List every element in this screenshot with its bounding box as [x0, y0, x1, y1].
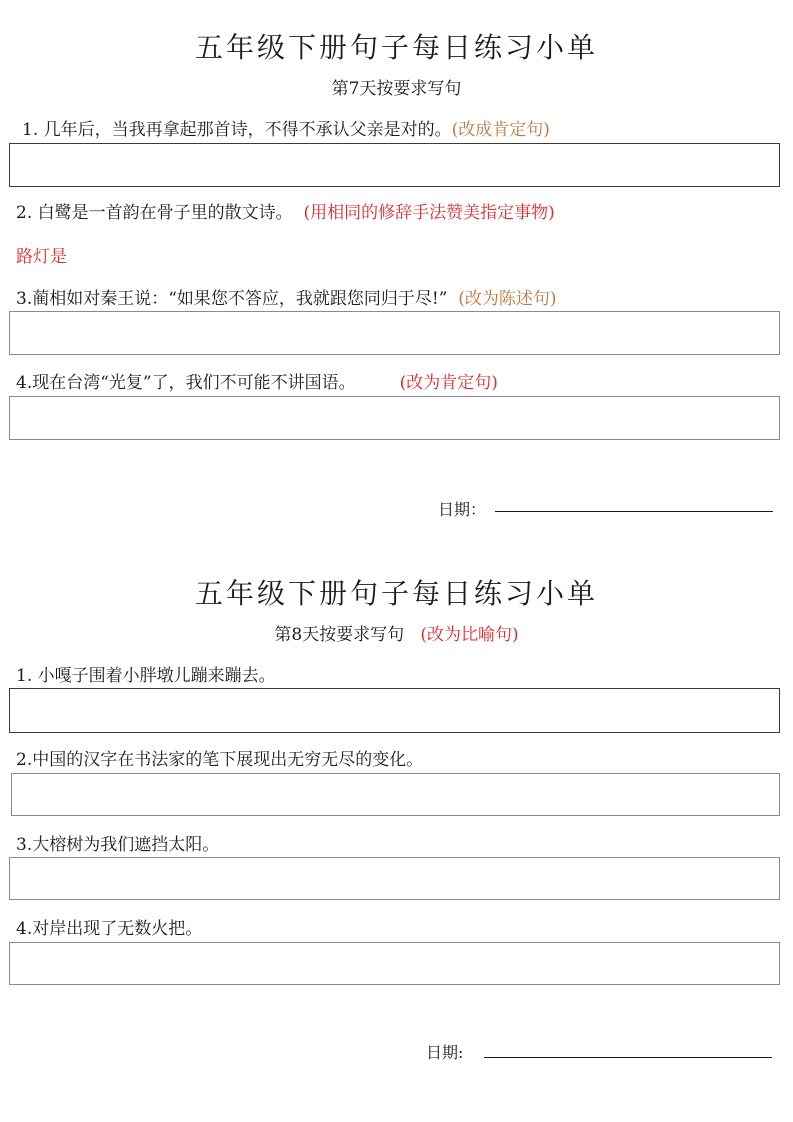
sheet8-date-label: 日期: — [426, 1043, 464, 1062]
sheet8-q2-answer-box[interactable] — [11, 773, 780, 816]
sheet7-q4-hint: (改为肯定句) — [399, 373, 498, 393]
sheet8-subtitle-text: 第8天按要求写句 — [274, 625, 405, 645]
sheet8-q1-answer-box[interactable] — [9, 688, 780, 733]
sheet7-q3 — [16, 284, 557, 309]
sheet7-q4-text: 4.现在台湾“光复”了，我们不可能不讲国语。 — [16, 373, 356, 393]
sheet8-title: 五年级下册句子每日练习小单 — [194, 577, 598, 610]
sheet7-date-line[interactable] — [495, 511, 773, 512]
sheet7-q2-text: 2. 白鹭是一首韵在骨子里的散文诗。 — [16, 203, 293, 223]
sheet8-q2: 2.中国的汉字在书法家的笔下展现出无穷无尽的变化。 — [16, 750, 424, 770]
sheet7-q4-answer-box[interactable] — [9, 396, 780, 440]
sheet7-q2-hint: (用相同的修辞手法赞美指定事物) — [303, 203, 555, 223]
sheet7-q3-answer-box[interactable] — [9, 311, 780, 355]
sheet8-q4: 4.对岸出现了无数火把。 — [16, 919, 203, 939]
sheet8-subtitle — [0, 620, 793, 645]
sheet7-q3-text: 3.蔺相如对秦王说：“如果您不答应，我就跟您同归于尽!” — [16, 289, 448, 309]
sheet8-subtitle-hint: (改为比喻句) — [420, 625, 519, 645]
sheet7-q2 — [16, 198, 555, 223]
sheet7-q4 — [16, 368, 498, 393]
sheet7-q1-text: 1. 几年后，当我再拿起那首诗，不得不承认父亲是对的。 — [22, 120, 452, 140]
sheet8-date-line[interactable] — [484, 1057, 772, 1058]
sheet7-date-label: 日期： — [438, 500, 487, 519]
sheet7-subtitle: 第7天按要求写句 — [331, 79, 462, 99]
sheet7-q3-hint: (改为陈述句) — [458, 289, 557, 309]
sheet7-q1-answer-box[interactable] — [9, 143, 780, 187]
sheet7-title: 五年级下册句子每日练习小单 — [194, 31, 598, 64]
sheet8-q3-answer-box[interactable] — [9, 857, 780, 900]
sheet7-q1-hint: (改成肯定句) — [451, 120, 550, 140]
sheet7-q1 — [22, 115, 550, 140]
sheet8-q3: 3.大榕树为我们遮挡太阳。 — [16, 835, 220, 855]
sheet7-q2-prompt: 路灯是 — [16, 247, 67, 267]
sheet8-q1: 1. 小嘎子围着小胖墩儿蹦来蹦去。 — [16, 666, 276, 686]
sheet8-q4-answer-box[interactable] — [9, 942, 780, 985]
